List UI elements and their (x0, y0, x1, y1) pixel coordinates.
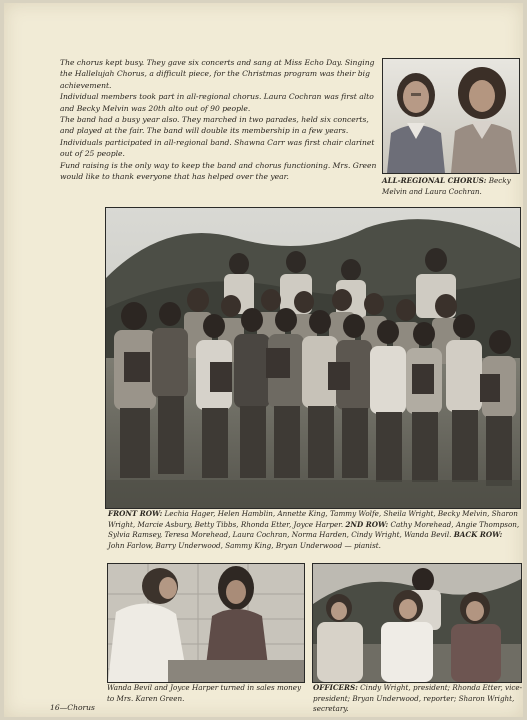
paragraph-chorus: The chorus kept busy. They gave six concerts and sang at Miss Echo Day. Singing the Hallelujah Chorus, a difficult piece, for the Christmas program was their big achievement. (60, 58, 375, 90)
officers-photo-image (313, 564, 521, 682)
officers-photo (312, 563, 522, 683)
regional-chorus-photo (382, 58, 520, 174)
paragraph-regional-band: Individuals participated in all-regional band. Shawna Carr was first chair clarinet out of 25 people. (60, 137, 375, 159)
officers-caption-text: Cindy Wright, president; Rhonda Etter, vice-president; Bryan Underwood, reporter; Sharon Wright, secretary. (313, 683, 523, 714)
regional-chorus-caption-text: Becky Melvin and Laura Cochran. (382, 176, 511, 196)
sales-money-photo-image (108, 564, 304, 682)
officers-caption-heading: OFFICERS: (313, 683, 358, 692)
second-row-names: Cathy Morehead, Angie Thompson, Sylvia Ramsey, Teresa Morehead, Laura Cochran, Norma Harden, Cindy Wright, Wanda Bevil. (108, 519, 520, 540)
yearbook-page (4, 3, 523, 717)
chorus-group-photo-image (106, 208, 520, 508)
front-row-names: Lechia Hager, Helen Hamblin, Annette King, Tammy Wolfe, Sheila Wright, Becky Melvin, Sharon Wright, Marcie Asbury, Betty Tibbs, Rhonda Etter, Joyce Harper. (108, 509, 518, 529)
back-row-names: John Farlow, Barry Underwood, Sammy King, Bryan Underwood — pianist. (108, 540, 381, 550)
back-row-label: BACK ROW: (453, 530, 503, 540)
chorus-group-photo (105, 207, 521, 509)
second-row-label: 2ND ROW: (345, 519, 389, 529)
sales-money-photo (107, 563, 305, 683)
sales-money-caption-text: Wanda Bevil and Joyce Harper turned in sales money to Mrs. Karen Green. (107, 683, 302, 703)
paragraph-regional-chorus: Individual members took part in all-regional chorus. Laura Cochran was first alto and Becky Melvin was 20th alto out of 90 people. (60, 92, 374, 113)
front-row-label: FRONT ROW: (108, 509, 163, 518)
article-text (60, 57, 378, 182)
regional-chorus-caption-heading: ALL-REGIONAL CHORUS: (382, 176, 487, 185)
officers-caption (313, 683, 523, 715)
paragraph-band: The band had a busy year also. They marched in two parades, held six concerts, and played at the fair. The band will double its membership in a few years. (60, 115, 369, 136)
sales-money-caption (107, 683, 307, 704)
paragraph-fund-raising: Fund raising is the only way to keep the band and chorus functioning. Mrs. Green would like to thank everyone that has helped over the year. (60, 160, 377, 182)
regional-chorus-caption (382, 176, 522, 197)
regional-chorus-photo-image (383, 59, 519, 173)
chorus-group-caption (108, 509, 520, 551)
page-footer: 16—Chorus (50, 703, 95, 712)
